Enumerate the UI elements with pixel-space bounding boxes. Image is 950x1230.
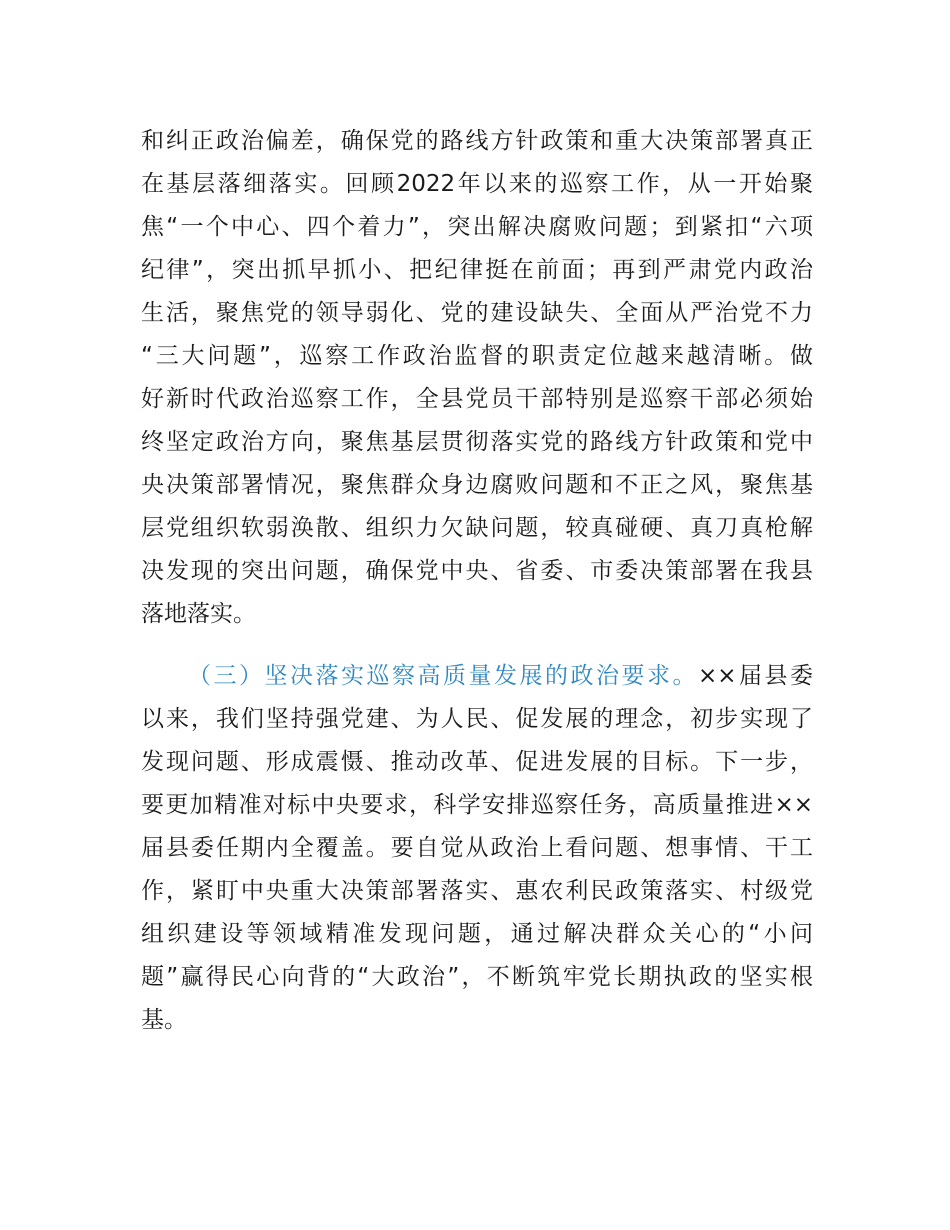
section-heading: （三）坚决落实巡察高质量发展的政治要求。 xyxy=(188,663,698,689)
paragraph-line: 以来，我们坚持强党建、为人民、促发展的理念，初步实现了 xyxy=(141,706,813,732)
heading-line-rest: ××届县委 xyxy=(697,663,814,689)
paragraph-line: 纪律”，突出抓早抓小、把纪律挺在前面；再到严肃党内政治 xyxy=(141,257,813,283)
paragraph-line: 组织建设等领域精准发现问题，通过解决群众关心的“小问 xyxy=(141,921,813,947)
paragraph-line: 决发现的突出问题，确保党中央、省委、市委决策部署在我县 xyxy=(141,558,813,584)
paragraph-line: 生活，聚焦党的领导弱化、党的建设缺失、全面从严治党不力 xyxy=(141,300,813,326)
paragraph-line: 和纠正政治偏差，确保党的路线方针政策和重大决策部署真正 xyxy=(141,128,813,154)
paragraph-first-line xyxy=(188,659,813,693)
paragraph-line: 终坚定政治方向，聚焦基层贯彻落实党的路线方针政策和党中 xyxy=(141,429,813,455)
paragraph-line: “三大问题”，巡察工作政治监督的职责定位越来越清晰。做 xyxy=(141,343,813,369)
paragraph-line: 要更加精准对标中央要求，科学安排巡察任务，高质量推进×× xyxy=(141,792,813,818)
paragraph-line: 题”赢得民心向背的“大政治”，不断筑牢党长期执政的坚实根 xyxy=(141,964,813,990)
paragraph-line: 发现问题、形成震慑、推动改革、促进发展的目标。下一步， xyxy=(141,749,813,775)
paragraph-line: 作，紧盯中央重大决策部署落实、惠农利民政策落实、村级党 xyxy=(141,878,813,904)
paragraph-line: 好新时代政治巡察工作，全县党员干部特别是巡察干部必须始 xyxy=(141,386,813,412)
paragraph-line: 央决策部署情况，聚焦群众身边腐败问题和不正之风，聚焦基 xyxy=(141,472,813,498)
paragraph-line: 届县委任期内全覆盖。要自觉从政治上看问题、想事情、干工 xyxy=(141,835,813,861)
paragraph-line: 在基层落细落实。回顾2022年以来的巡察工作，从一开始聚 xyxy=(141,171,813,197)
paragraph-line: 基。 xyxy=(141,1007,187,1033)
paragraph-line: 焦“一个中心、四个着力”，突出解决腐败问题；到紧扣“六项 xyxy=(141,214,813,240)
paragraph-line: 落地落实。 xyxy=(141,601,256,627)
paragraph-line: 层党组织软弱涣散、组织力欠缺问题，较真碰硬、真刀真枪解 xyxy=(141,515,813,541)
